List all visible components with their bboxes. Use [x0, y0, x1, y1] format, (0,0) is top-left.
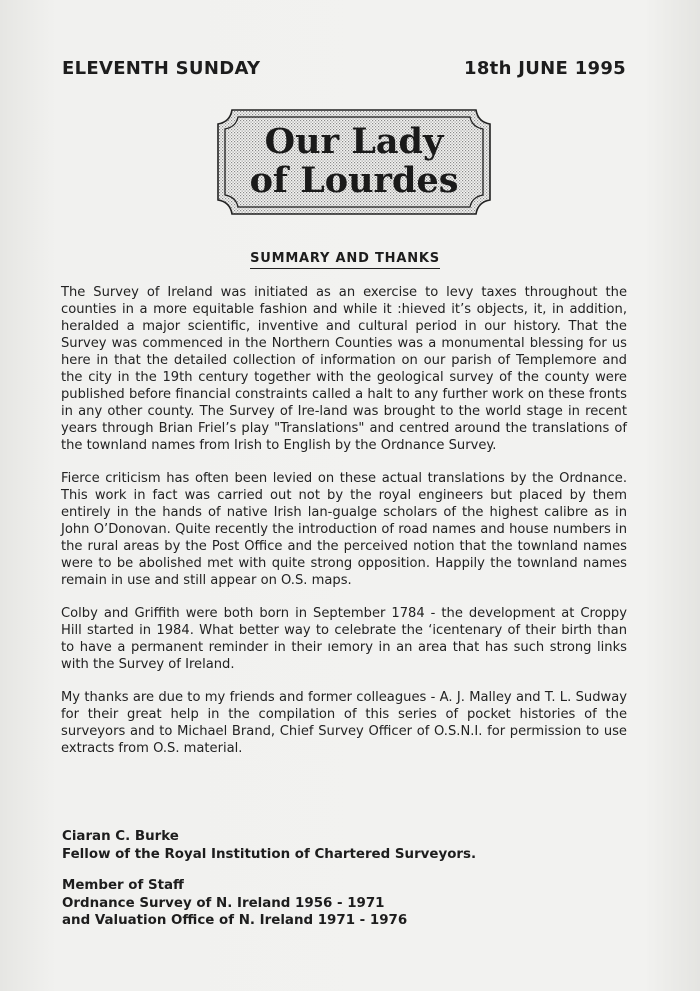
- staff-block: [62, 877, 622, 930]
- paragraph-4: My thanks are due to my friends and former colleagues - A. J. Malley and T. L. Sudway for their great help in the compilation of this series of pocket histories of the surveyors and to Michael Brand, Chief Survey Officer of O.S.N.I. for permission to use extracts from O.S. material.: [61, 690, 627, 756]
- signature-name: Ciaran C. Burke: [62, 829, 179, 844]
- signature-fellow: Fellow of the Royal Institution of Chartered Surveyors.: [62, 846, 477, 862]
- header-date: 18th JUNE 1995: [464, 58, 626, 79]
- title-line-2: of Lourdes: [249, 160, 459, 201]
- paragraph-2: Fierce criticism has often been levied on these actual translations by the Ordnance. This work in fact was carried out not by the royal engineers but placed by them entirely in the hands of native Irish lan-gualge scholars of the highest calibre as in John O’Donovan. Quite recently the introduction of road names and house numbers in the rural areas by the Post Office and the perceived notion that the townland names were to be abolished met with quite strong opposition. Happily the townland names remain in use and still appear on O.S. maps.: [61, 471, 627, 588]
- section-heading-text: SUMMARY AND THANKS: [250, 251, 440, 269]
- header-sunday: ELEVENTH SUNDAY: [62, 58, 261, 79]
- signature-block: [62, 828, 622, 863]
- section-heading: [0, 251, 690, 266]
- body-text: [61, 284, 627, 773]
- paragraph-3: Colby and Griffith were both born in September 1784 - the development at Croppy Hill started in 1984. What better way to celebrate the ‘icentenary of their birth than to have a permanent reminder in their ıemory in an area that has such strong links with the Survey of Ireland.: [61, 606, 627, 672]
- page-header: [62, 58, 626, 84]
- staff-line-1: Member of Staff: [62, 878, 184, 893]
- paragraph-1: The Survey of Ireland was initiated as an exercise to levy taxes throughout the counties in a more equitable fashion and while it :hieved it’s objects, it, in addition, heralded a major scientific, inventive and cultural period in our history. That the Survey was commenced in the Northern Counties was a monumental blessing for us here in that the detailed collection of information on our parish of Templemore and the city in the 19th century together with the geological survey of the county were published before financial constraints called a halt to any further work on these fronts in any other county. The Survey of Ire-land was brought to the world stage in recent years through Brian Friel’s play "Translations" and centred around the translations of the townland names from Irish to English by the Ordnance Survey.: [61, 285, 627, 453]
- title-line-1: Our Lady: [264, 121, 444, 162]
- title-banner: [216, 108, 492, 216]
- staff-line-3: and Valuation Office of N. Ireland 1971 - 1976: [62, 913, 408, 928]
- title-text: [216, 122, 492, 200]
- staff-line-2: Ordnance Survey of N. Ireland 1956 - 1971: [62, 895, 385, 911]
